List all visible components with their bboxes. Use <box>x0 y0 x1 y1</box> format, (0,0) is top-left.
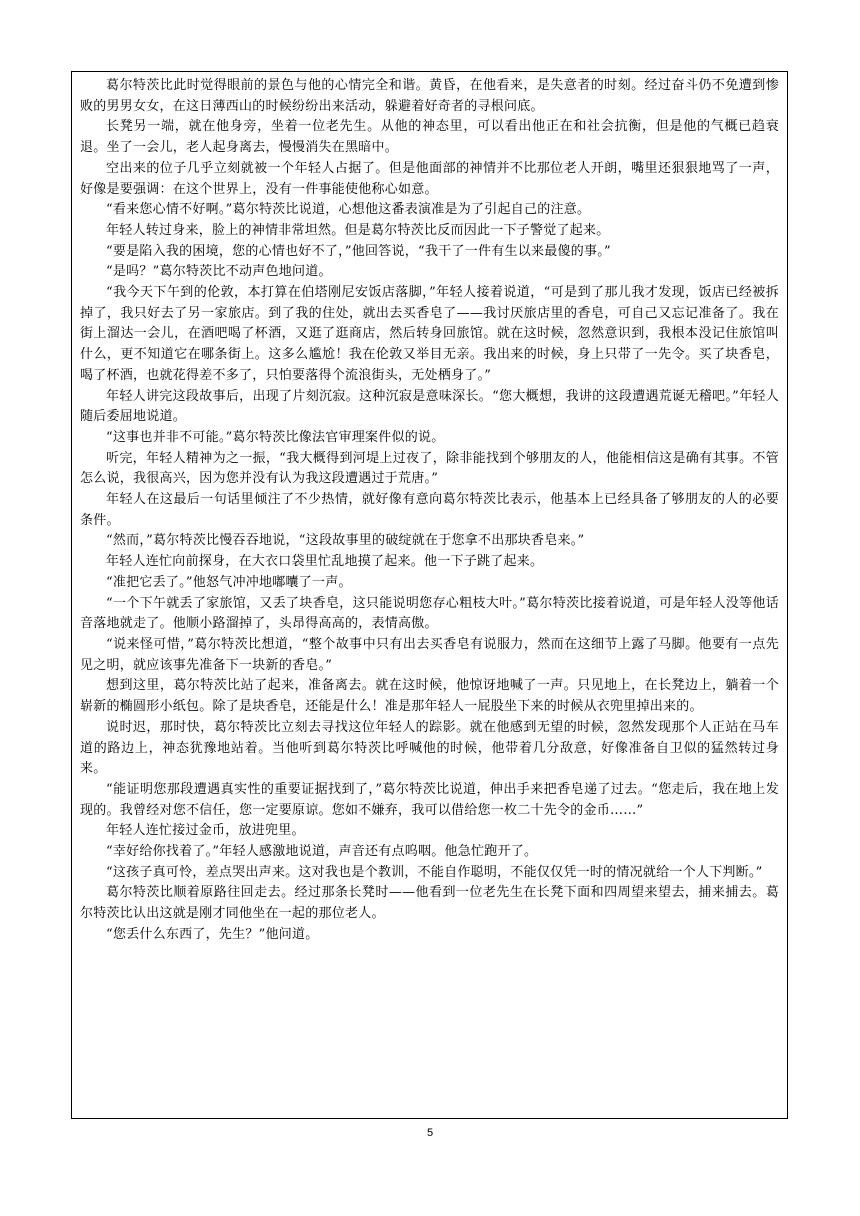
paragraph: “说来怪可惜，”葛尔特茨比想道，“整个故事中只有出去买香皂有说服力，然而在这细节上露了马脚。他要有一点先见之明，就应该事先准备下一块新的香皂。” <box>80 636 779 673</box>
text-box <box>71 71 788 1119</box>
paragraph: “这孩子真可怜，差点哭出声来。这对我也是个教训，不能自作聪明，不能仅仅凭一时的情况就给一个人下判断。” <box>106 864 763 880</box>
paragraph: “然而，”葛尔特茨比慢吞吞地说，“这段故事里的破绽就在于您拿不出那块香皂来。” <box>106 533 585 549</box>
paragraph: “您丢什么东西了，先生？”他问道。 <box>106 926 319 942</box>
paragraph: “准把它丢了。”他怒气冲冲地嘟囔了一声。 <box>106 574 352 590</box>
paragraph: “要是陷入我的困境，您的心情也好不了，”他回答说，“我干了一件有生以来最傻的事。” <box>106 243 611 259</box>
paragraph: 听完，年轻人精神为之一振，“我大概得到河堤上过夜了，除非能找到个够朋友的人，他能相信这是确有其事。不管怎么说，我很高兴，因为您并没有认为我这段遭遇过于荒唐。” <box>80 450 779 487</box>
paragraph: 说时迟，那时快，葛尔特茨比立刻去寻找这位年轻人的踪影。就在他感到无望的时候，忽然发现那个人正站在马车道的路边上，神态犹豫地站着。当他听到葛尔特茨比呼喊他的时候，他带着几分敌意，好像准备自卫似的猛然转过身来。 <box>80 719 779 777</box>
paragraph: 葛尔特茨比顺着原路往回走去。经过那条长凳时——他看到一位老先生在长凳下面和四周望来望去，捕来捕去。葛尔特茨比认出这就是刚才同他坐在一起的那位老人。 <box>80 885 779 922</box>
paragraph: 年轻人连忙向前探身，在大衣口袋里忙乱地摸了起来。他一下子跳了起来。 <box>106 554 544 570</box>
paragraph: “一个下午就丢了家旅馆，又丢了块香皂，这只能说明您存心粗枝大叶。”葛尔特茨比接着说道，可是年轻人没等他话音落地就走了。他顺小路溜掉了，头昂得高高的，表情高傲。 <box>80 595 779 632</box>
paragraph: 年轻人在这最后一句话里倾注了不少热情，就好像有意向葛尔特茨比表示，他基本上已经具备了够朋友的人的必要条件。 <box>80 492 779 528</box>
paragraph: “这事也并非不可能。”葛尔特茨比像法官审理案件似的说。 <box>106 429 445 445</box>
paragraph: “看来您心情不好啊。”葛尔特茨比说道，心想他这番表演准是为了引起自己的注意。 <box>106 202 591 218</box>
paragraph: 年轻人讲完这段故事后，出现了片刻沉寂。这种沉寂是意味深长。“您大概想，我讲的这段遭遇荒诞无稽吧。”年轻人随后委屈地说道。 <box>80 388 779 425</box>
paragraph: 年轻人转过身来，脸上的神情非常坦然。但是葛尔特茨比反而因此一下子警觉了起来。 <box>106 222 610 238</box>
page-number: 5 <box>426 1127 434 1139</box>
paragraph: 葛尔特茨比此时觉得眼前的景色与他的心情完全和谐。黄昏，在他看来，是失意者的时刻。经过奋斗仍不免遭到惨败的男男女女，在这日薄西山的时候纷纷出来活动，躲避着好奇者的寻根问底。 <box>80 78 779 114</box>
paragraph: 年轻人连忙接过金币，放进兜里。 <box>106 823 305 839</box>
paragraph: “能证明您那段遭遇真实性的重要证据找到了，”葛尔特茨比说道，伸出手来把香皂递了过去。“您走后，我在地上发现的。我曾经对您不信任，您一定要原谅。您如不嫌弃，我可以借给您一枚二十先令的金币……” <box>80 781 779 818</box>
paragraph: 想到这里，葛尔特茨比站了起来，准备离去。就在这时候，他惊讶地喊了一声。只见地上，在长凳边上，躺着一个崭新的椭圆形小纸包。除了是块香皂，还能是什么！准是那年轻人一屁股坐下来的时候从衣兜里掉出来的。 <box>80 678 779 715</box>
paragraph: “我今天下午到的伦敦，本打算在伯塔刚尼安饭店落脚，”年轻人接着说道，“可是到了那儿我才发现，饭店已经被拆掉了，我只好去了另一家旅店。到了我的住处，就出去买香皂了——我讨厌旅店里的香皂，可自己又忘记准备了。我在街上溜达一会儿，在酒吧喝了杯酒，又逛了逛商店，然后转身回旅馆。就在这时候，忽然意识到，我根本没记住旅馆叫什么，更不知道它在哪条街上。这多么尴尬！我在伦敦又举目无亲。我出来的时候，身上只带了一先令。买了块香皂，喝了杯酒，也就花得差不多了，只怕要落得个流浪街头，无处栖身了。” <box>80 285 779 383</box>
paragraph: “是吗？”葛尔特茨比不动声色地问道。 <box>106 264 332 280</box>
paragraph: 空出来的位子几乎立刻就被一个年轻人占据了。但是他面部的神情并不比那位老人开朗，嘴里还狠狠地骂了一声，好像是要强调：在这个世界上，没有一件事能使他称心如意。 <box>80 160 779 197</box>
paragraph: “幸好给你找着了。”年轻人感激地说道，声音还有点呜咽。他急忙跑开了。 <box>106 844 538 860</box>
paragraph: 长凳另一端，就在他身旁，坐着一位老先生。从他的神态里，可以看出他正在和社会抗衡，但是他的气概已趋衰退。坐了一会儿，老人起身离去，慢慢消失在黑暗中。 <box>80 119 779 156</box>
